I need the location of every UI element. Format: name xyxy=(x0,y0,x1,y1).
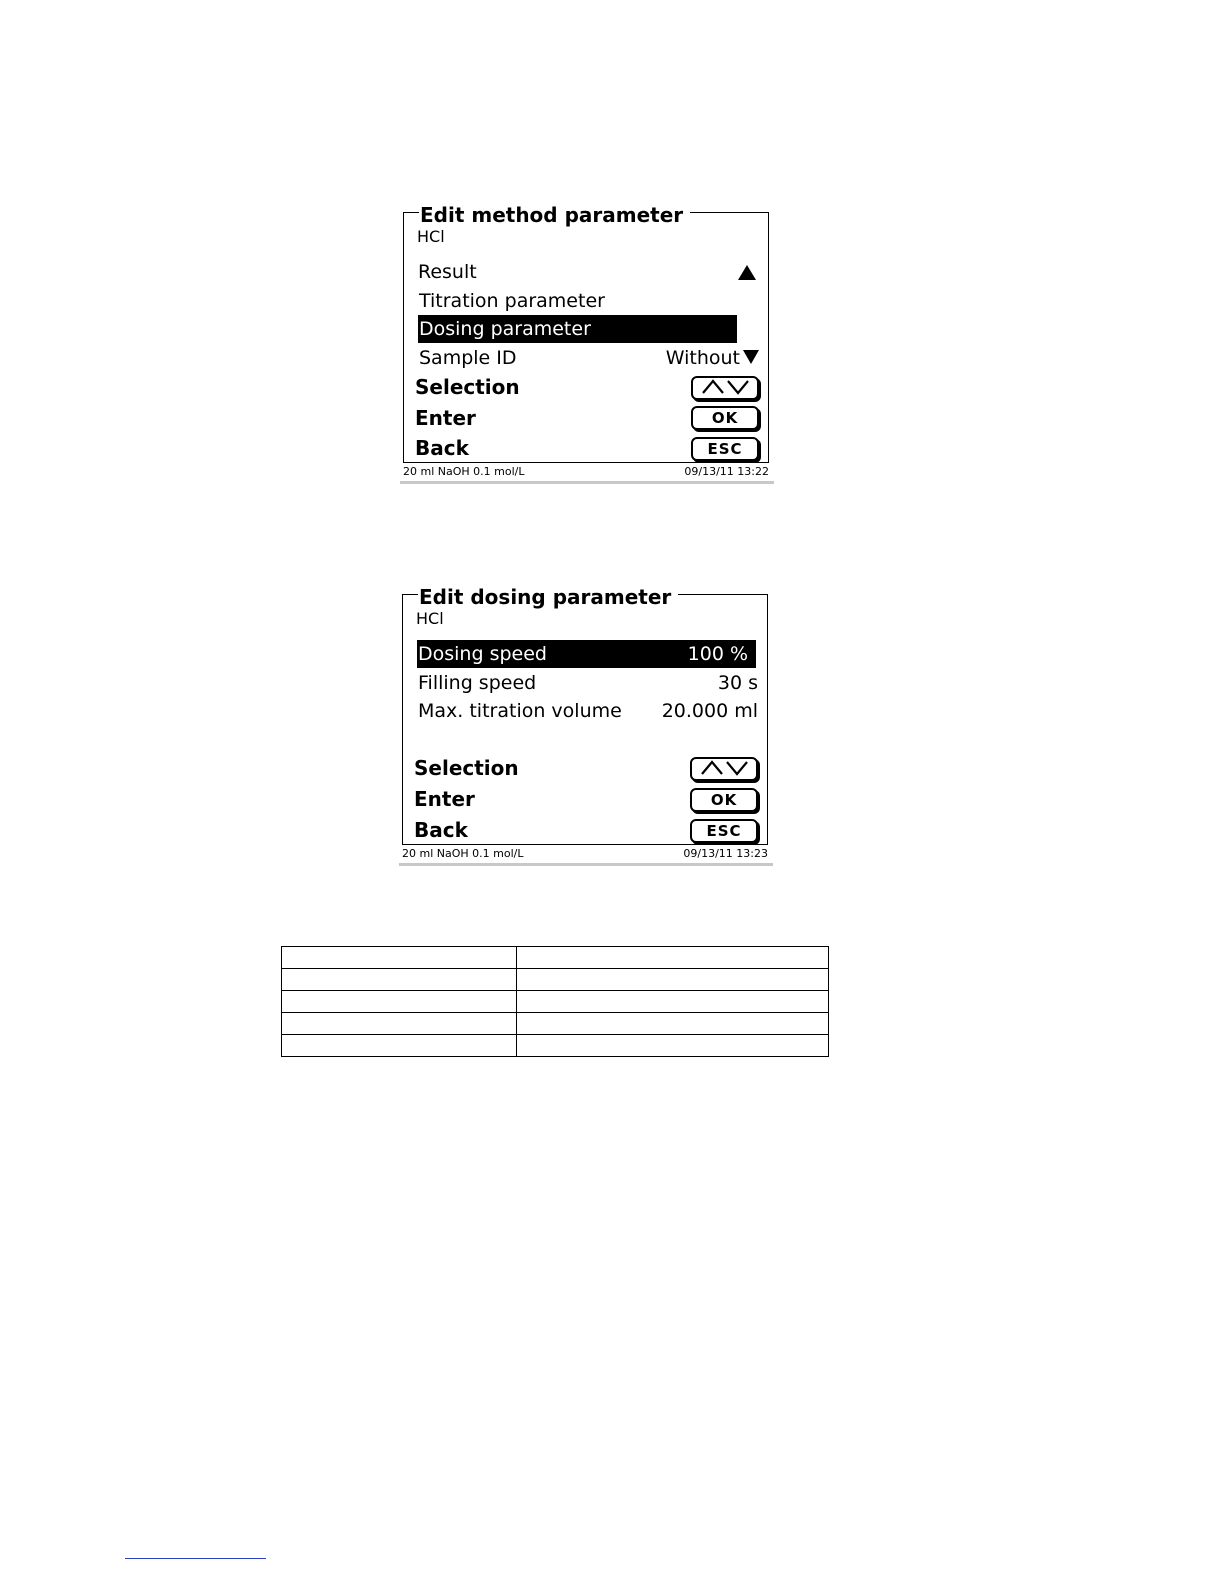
dosing-parameter-screen xyxy=(399,585,775,866)
parameter-table xyxy=(281,946,829,1057)
menu-item-sample-id[interactable] xyxy=(419,344,761,372)
method-name: HCl xyxy=(417,227,445,246)
table-cell xyxy=(282,947,517,969)
param-value: 20.000 ml xyxy=(661,700,758,722)
selection-arrows-button[interactable] xyxy=(691,376,759,400)
table-cell xyxy=(282,1013,517,1035)
menu-item-label: Dosing parameter xyxy=(419,318,591,340)
screen-title: Edit method parameter xyxy=(419,204,690,226)
method-parameter-screen xyxy=(400,203,776,484)
menu-item-result[interactable] xyxy=(418,258,758,286)
selection-arrows-button[interactable] xyxy=(690,757,758,781)
table-cell xyxy=(517,991,829,1013)
param-value: 100 % xyxy=(687,643,748,665)
param-row-max-titration-volume[interactable] xyxy=(418,697,758,725)
ok-button[interactable]: OK xyxy=(690,788,758,812)
screen-frame xyxy=(403,203,769,463)
enter-label: Enter xyxy=(415,406,476,430)
param-label: Max. titration volume xyxy=(418,700,622,722)
ok-button[interactable]: OK xyxy=(691,406,759,430)
table-row xyxy=(282,991,829,1013)
back-label: Back xyxy=(415,436,469,460)
status-bar xyxy=(400,463,774,484)
table-cell xyxy=(517,969,829,991)
menu-item-dosing-parameter[interactable] xyxy=(418,315,737,343)
status-bar xyxy=(399,845,773,866)
date-time: 09/13/11 13:23 xyxy=(683,847,768,860)
menu-item-label: Result xyxy=(418,261,477,283)
triangle-down-icon[interactable] xyxy=(743,350,759,364)
table-cell xyxy=(282,969,517,991)
enter-label: Enter xyxy=(414,787,475,811)
footnote-separator xyxy=(125,1558,266,1559)
table-row xyxy=(282,947,829,969)
table-cell xyxy=(282,1035,517,1057)
triangle-up-icon[interactable] xyxy=(738,265,756,280)
table-cell xyxy=(282,991,517,1013)
menu-item-label: Titration parameter xyxy=(419,290,605,312)
screen-title: Edit dosing parameter xyxy=(418,586,678,608)
table-row xyxy=(282,1013,829,1035)
table-cell xyxy=(517,1013,829,1035)
method-name: HCl xyxy=(416,609,444,628)
esc-button[interactable]: ESC xyxy=(691,437,759,461)
param-label: Filling speed xyxy=(418,672,537,694)
param-row-dosing-speed[interactable] xyxy=(417,640,756,668)
selection-label: Selection xyxy=(414,756,519,780)
reagent-status: 20 ml NaOH 0.1 mol/L xyxy=(402,847,524,860)
param-value: 30 s xyxy=(717,672,758,694)
param-label: Dosing speed xyxy=(418,643,547,665)
table-cell xyxy=(517,947,829,969)
up-down-arrows-icon xyxy=(696,759,752,777)
date-time: 09/13/11 13:22 xyxy=(684,465,769,478)
up-down-arrows-icon xyxy=(697,378,753,396)
param-row-filling-speed[interactable] xyxy=(418,669,758,697)
esc-button[interactable]: ESC xyxy=(690,819,758,843)
menu-item-titration-parameter[interactable] xyxy=(419,287,739,315)
reagent-status: 20 ml NaOH 0.1 mol/L xyxy=(403,465,525,478)
back-label: Back xyxy=(414,818,468,842)
table-cell xyxy=(517,1035,829,1057)
menu-item-label: Sample ID xyxy=(419,347,517,369)
selection-label: Selection xyxy=(415,375,520,399)
screen-frame xyxy=(402,585,768,845)
sample-id-value: Without xyxy=(666,344,759,372)
table-row xyxy=(282,969,829,991)
table-row xyxy=(282,1035,829,1057)
